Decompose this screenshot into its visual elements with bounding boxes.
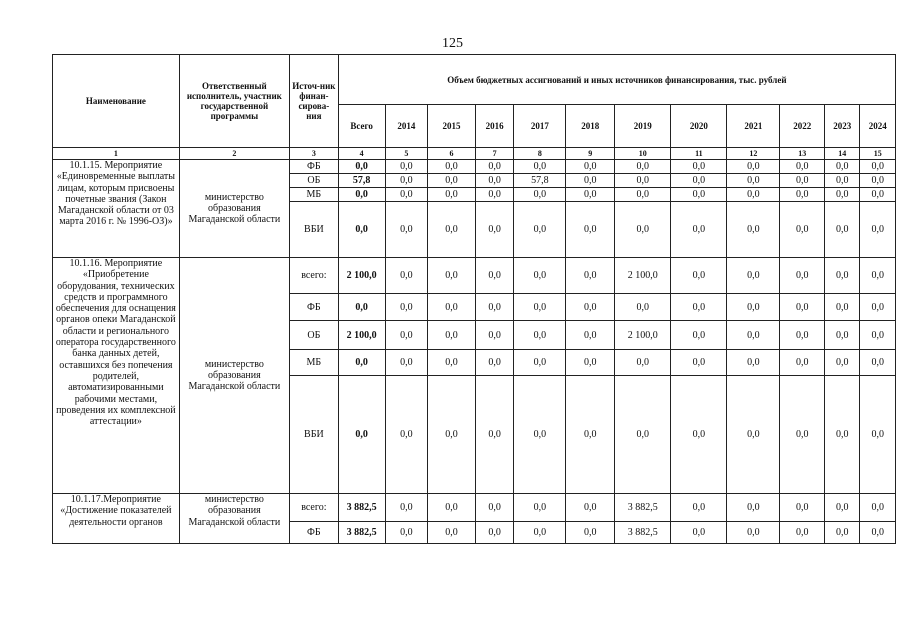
header-year: 2019 xyxy=(615,105,671,148)
year-value-cell: 0,0 xyxy=(514,522,566,544)
year-value-cell: 0,0 xyxy=(475,494,513,522)
year-value-cell: 0,0 xyxy=(780,188,825,202)
year-value-cell: 0,0 xyxy=(514,202,566,258)
year-value-cell: 0,0 xyxy=(780,174,825,188)
year-value-cell: 0,0 xyxy=(428,350,476,376)
year-value-cell: 0,0 xyxy=(566,202,615,258)
year-value-cell: 0,0 xyxy=(514,494,566,522)
year-value-cell: 0,0 xyxy=(385,258,428,294)
header-year: 2016 xyxy=(475,105,513,148)
year-value-cell: 0,0 xyxy=(780,494,825,522)
year-value-cell: 0,0 xyxy=(566,188,615,202)
year-value-cell: 0,0 xyxy=(566,350,615,376)
year-value-cell: 0,0 xyxy=(860,522,896,544)
budget-table xyxy=(52,54,896,544)
funding-source: ОБ xyxy=(289,321,338,350)
year-value-cell: 0,0 xyxy=(615,188,671,202)
year-value-cell: 0,0 xyxy=(780,202,825,258)
total-cell: 0,0 xyxy=(338,350,385,376)
year-value-cell: 0,0 xyxy=(671,202,727,258)
executor-name: министерство образования Магаданской области xyxy=(179,494,289,544)
year-value-cell: 0,0 xyxy=(514,160,566,174)
year-value-cell: 0,0 xyxy=(780,160,825,174)
year-value-cell: 0,0 xyxy=(566,494,615,522)
year-value-cell: 0,0 xyxy=(385,188,428,202)
year-value-cell: 0,0 xyxy=(514,376,566,494)
year-value-cell: 0,0 xyxy=(860,258,896,294)
year-value-cell: 0,0 xyxy=(727,522,780,544)
year-value-cell: 0,0 xyxy=(727,294,780,321)
column-index: 13 xyxy=(780,148,825,160)
total-cell: 3 882,5 xyxy=(338,522,385,544)
header-total: Всего xyxy=(338,105,385,148)
year-value-cell: 0,0 xyxy=(860,160,896,174)
total-cell: 3 882,5 xyxy=(338,494,385,522)
column-index: 14 xyxy=(825,148,860,160)
page-number: 125 xyxy=(442,36,463,51)
year-value-cell: 0,0 xyxy=(428,258,476,294)
year-value-cell: 0,0 xyxy=(825,376,860,494)
executor-name: министерство образования Магаданской области xyxy=(179,160,289,258)
year-value-cell: 0,0 xyxy=(727,258,780,294)
column-index: 12 xyxy=(727,148,780,160)
year-value-cell: 0,0 xyxy=(428,202,476,258)
year-value-cell: 0,0 xyxy=(671,160,727,174)
header-year: 2024 xyxy=(860,105,896,148)
funding-source: ОБ xyxy=(289,174,338,188)
year-value-cell: 0,0 xyxy=(428,188,476,202)
year-value-cell: 0,0 xyxy=(566,522,615,544)
year-value-cell: 0,0 xyxy=(475,321,513,350)
year-value-cell: 0,0 xyxy=(825,174,860,188)
year-value-cell: 0,0 xyxy=(825,202,860,258)
column-index: 15 xyxy=(860,148,896,160)
year-value-cell: 0,0 xyxy=(825,188,860,202)
year-value-cell: 0,0 xyxy=(780,350,825,376)
year-value-cell: 0,0 xyxy=(385,350,428,376)
funding-source: ФБ xyxy=(289,160,338,174)
year-value-cell: 0,0 xyxy=(475,258,513,294)
year-value-cell: 0,0 xyxy=(727,350,780,376)
year-value-cell: 0,0 xyxy=(385,494,428,522)
column-index: 3 xyxy=(289,148,338,160)
year-value-cell: 0,0 xyxy=(671,376,727,494)
year-value-cell: 0,0 xyxy=(475,522,513,544)
year-value-cell: 0,0 xyxy=(780,376,825,494)
year-value-cell: 0,0 xyxy=(428,294,476,321)
year-value-cell: 0,0 xyxy=(615,350,671,376)
funding-source: ФБ xyxy=(289,294,338,321)
year-value-cell: 0,0 xyxy=(428,160,476,174)
year-value-cell: 0,0 xyxy=(514,258,566,294)
year-value-cell: 0,0 xyxy=(671,350,727,376)
year-value-cell: 0,0 xyxy=(475,376,513,494)
header-year: 2023 xyxy=(825,105,860,148)
header-name: Наименование xyxy=(53,55,180,148)
total-cell: 57,8 xyxy=(338,174,385,188)
total-cell: 0,0 xyxy=(338,160,385,174)
funding-source: ФБ xyxy=(289,522,338,544)
year-value-cell: 0,0 xyxy=(727,188,780,202)
measure-name: 10.1.16. Мероприятие «Приобретение оборудования, технических средств и программного обеспечения для оснащения органов опеки Магаданской области и регионального оператора государственного банка данных детей, оставшихся без попечения родителей, автоматизированными рабочими местами, проведения их комплексной аттестации» xyxy=(53,258,180,494)
year-value-cell: 0,0 xyxy=(615,160,671,174)
column-index: 4 xyxy=(338,148,385,160)
header-year: 2015 xyxy=(428,105,476,148)
table-row xyxy=(53,494,896,522)
year-value-cell: 0,0 xyxy=(860,174,896,188)
year-value-cell: 0,0 xyxy=(780,522,825,544)
total-cell: 0,0 xyxy=(338,294,385,321)
year-value-cell: 0,0 xyxy=(671,258,727,294)
year-value-cell: 0,0 xyxy=(780,258,825,294)
year-value-cell: 0,0 xyxy=(825,321,860,350)
column-index: 9 xyxy=(566,148,615,160)
year-value-cell: 0,0 xyxy=(566,321,615,350)
year-value-cell: 0,0 xyxy=(428,376,476,494)
year-value-cell: 0,0 xyxy=(385,321,428,350)
total-cell: 0,0 xyxy=(338,188,385,202)
year-value-cell: 0,0 xyxy=(727,321,780,350)
year-value-cell: 0,0 xyxy=(385,294,428,321)
header-volume: Объем бюджетных ассигнований и иных источников финансирования, тыс. рублей xyxy=(338,55,895,105)
header-year: 2021 xyxy=(727,105,780,148)
year-value-cell: 0,0 xyxy=(475,294,513,321)
year-value-cell: 0,0 xyxy=(860,494,896,522)
year-value-cell: 0,0 xyxy=(566,174,615,188)
year-value-cell: 0,0 xyxy=(860,350,896,376)
year-value-cell: 0,0 xyxy=(615,376,671,494)
year-value-cell: 0,0 xyxy=(475,202,513,258)
year-value-cell: 0,0 xyxy=(671,321,727,350)
year-value-cell: 0,0 xyxy=(615,202,671,258)
year-value-cell: 0,0 xyxy=(780,321,825,350)
year-value-cell: 0,0 xyxy=(385,174,428,188)
funding-source: всего: xyxy=(289,494,338,522)
funding-source: ВБИ xyxy=(289,202,338,258)
year-value-cell: 0,0 xyxy=(385,202,428,258)
year-value-cell: 0,0 xyxy=(727,376,780,494)
year-value-cell: 0,0 xyxy=(615,294,671,321)
executor-name: министерство образования Магаданской области xyxy=(179,258,289,494)
year-value-cell: 0,0 xyxy=(727,202,780,258)
funding-source: МБ xyxy=(289,350,338,376)
year-value-cell: 3 882,5 xyxy=(615,522,671,544)
year-value-cell: 0,0 xyxy=(514,321,566,350)
year-value-cell: 0,0 xyxy=(385,376,428,494)
year-value-cell: 0,0 xyxy=(671,174,727,188)
year-value-cell: 3 882,5 xyxy=(615,494,671,522)
year-value-cell: 0,0 xyxy=(825,350,860,376)
total-cell: 2 100,0 xyxy=(338,321,385,350)
year-value-cell: 0,0 xyxy=(428,494,476,522)
year-value-cell: 0,0 xyxy=(428,174,476,188)
year-value-cell: 0,0 xyxy=(514,294,566,321)
year-value-cell: 0,0 xyxy=(825,160,860,174)
table-row xyxy=(53,160,896,174)
year-value-cell: 0,0 xyxy=(385,522,428,544)
year-value-cell: 0,0 xyxy=(727,494,780,522)
year-value-cell: 0,0 xyxy=(514,188,566,202)
year-value-cell: 0,0 xyxy=(428,321,476,350)
header-year: 2022 xyxy=(780,105,825,148)
year-value-cell: 0,0 xyxy=(825,258,860,294)
total-cell: 2 100,0 xyxy=(338,258,385,294)
year-value-cell: 0,0 xyxy=(671,522,727,544)
total-cell: 0,0 xyxy=(338,376,385,494)
measure-name: 10.1.15. Мероприятие «Единовременные выплаты лицам, которым присвоены почетные звания (Закон Магаданской области от 03 марта 2016 г. № 1996-ОЗ)» xyxy=(53,160,180,258)
header-source: Источ-ник финан-сирова-ния xyxy=(289,55,338,148)
measure-name: 10.1.17.Мероприятие «Достижение показателей деятельности органов xyxy=(53,494,180,544)
year-value-cell: 0,0 xyxy=(475,188,513,202)
column-index: 7 xyxy=(475,148,513,160)
column-index: 2 xyxy=(179,148,289,160)
year-value-cell: 0,0 xyxy=(615,174,671,188)
funding-source: всего: xyxy=(289,258,338,294)
year-value-cell: 2 100,0 xyxy=(615,258,671,294)
header-year: 2018 xyxy=(566,105,615,148)
column-index: 1 xyxy=(53,148,180,160)
year-value-cell: 0,0 xyxy=(428,522,476,544)
table-row xyxy=(53,258,896,294)
year-value-cell: 57,8 xyxy=(514,174,566,188)
year-value-cell: 0,0 xyxy=(860,321,896,350)
year-value-cell: 0,0 xyxy=(727,160,780,174)
year-value-cell: 0,0 xyxy=(860,376,896,494)
year-value-cell: 0,0 xyxy=(671,294,727,321)
year-value-cell: 0,0 xyxy=(475,160,513,174)
header-year: 2017 xyxy=(514,105,566,148)
year-value-cell: 0,0 xyxy=(825,294,860,321)
year-value-cell: 0,0 xyxy=(825,494,860,522)
year-value-cell: 0,0 xyxy=(475,350,513,376)
year-value-cell: 0,0 xyxy=(566,294,615,321)
year-value-cell: 0,0 xyxy=(671,188,727,202)
year-value-cell: 0,0 xyxy=(860,188,896,202)
year-value-cell: 0,0 xyxy=(780,294,825,321)
total-cell: 0,0 xyxy=(338,202,385,258)
year-value-cell: 0,0 xyxy=(566,160,615,174)
column-index: 5 xyxy=(385,148,428,160)
funding-source: МБ xyxy=(289,188,338,202)
funding-source: ВБИ xyxy=(289,376,338,494)
column-index: 6 xyxy=(428,148,476,160)
year-value-cell: 0,0 xyxy=(671,494,727,522)
year-value-cell: 0,0 xyxy=(566,258,615,294)
year-value-cell: 2 100,0 xyxy=(615,321,671,350)
year-value-cell: 0,0 xyxy=(566,376,615,494)
column-index: 8 xyxy=(514,148,566,160)
column-index: 10 xyxy=(615,148,671,160)
year-value-cell: 0,0 xyxy=(385,160,428,174)
column-index: 11 xyxy=(671,148,727,160)
header-year: 2020 xyxy=(671,105,727,148)
header-executor: Ответственный исполнитель, участник государственной программы xyxy=(179,55,289,148)
year-value-cell: 0,0 xyxy=(514,350,566,376)
year-value-cell: 0,0 xyxy=(860,202,896,258)
header-year: 2014 xyxy=(385,105,428,148)
year-value-cell: 0,0 xyxy=(475,174,513,188)
year-value-cell: 0,0 xyxy=(825,522,860,544)
year-value-cell: 0,0 xyxy=(860,294,896,321)
year-value-cell: 0,0 xyxy=(727,174,780,188)
